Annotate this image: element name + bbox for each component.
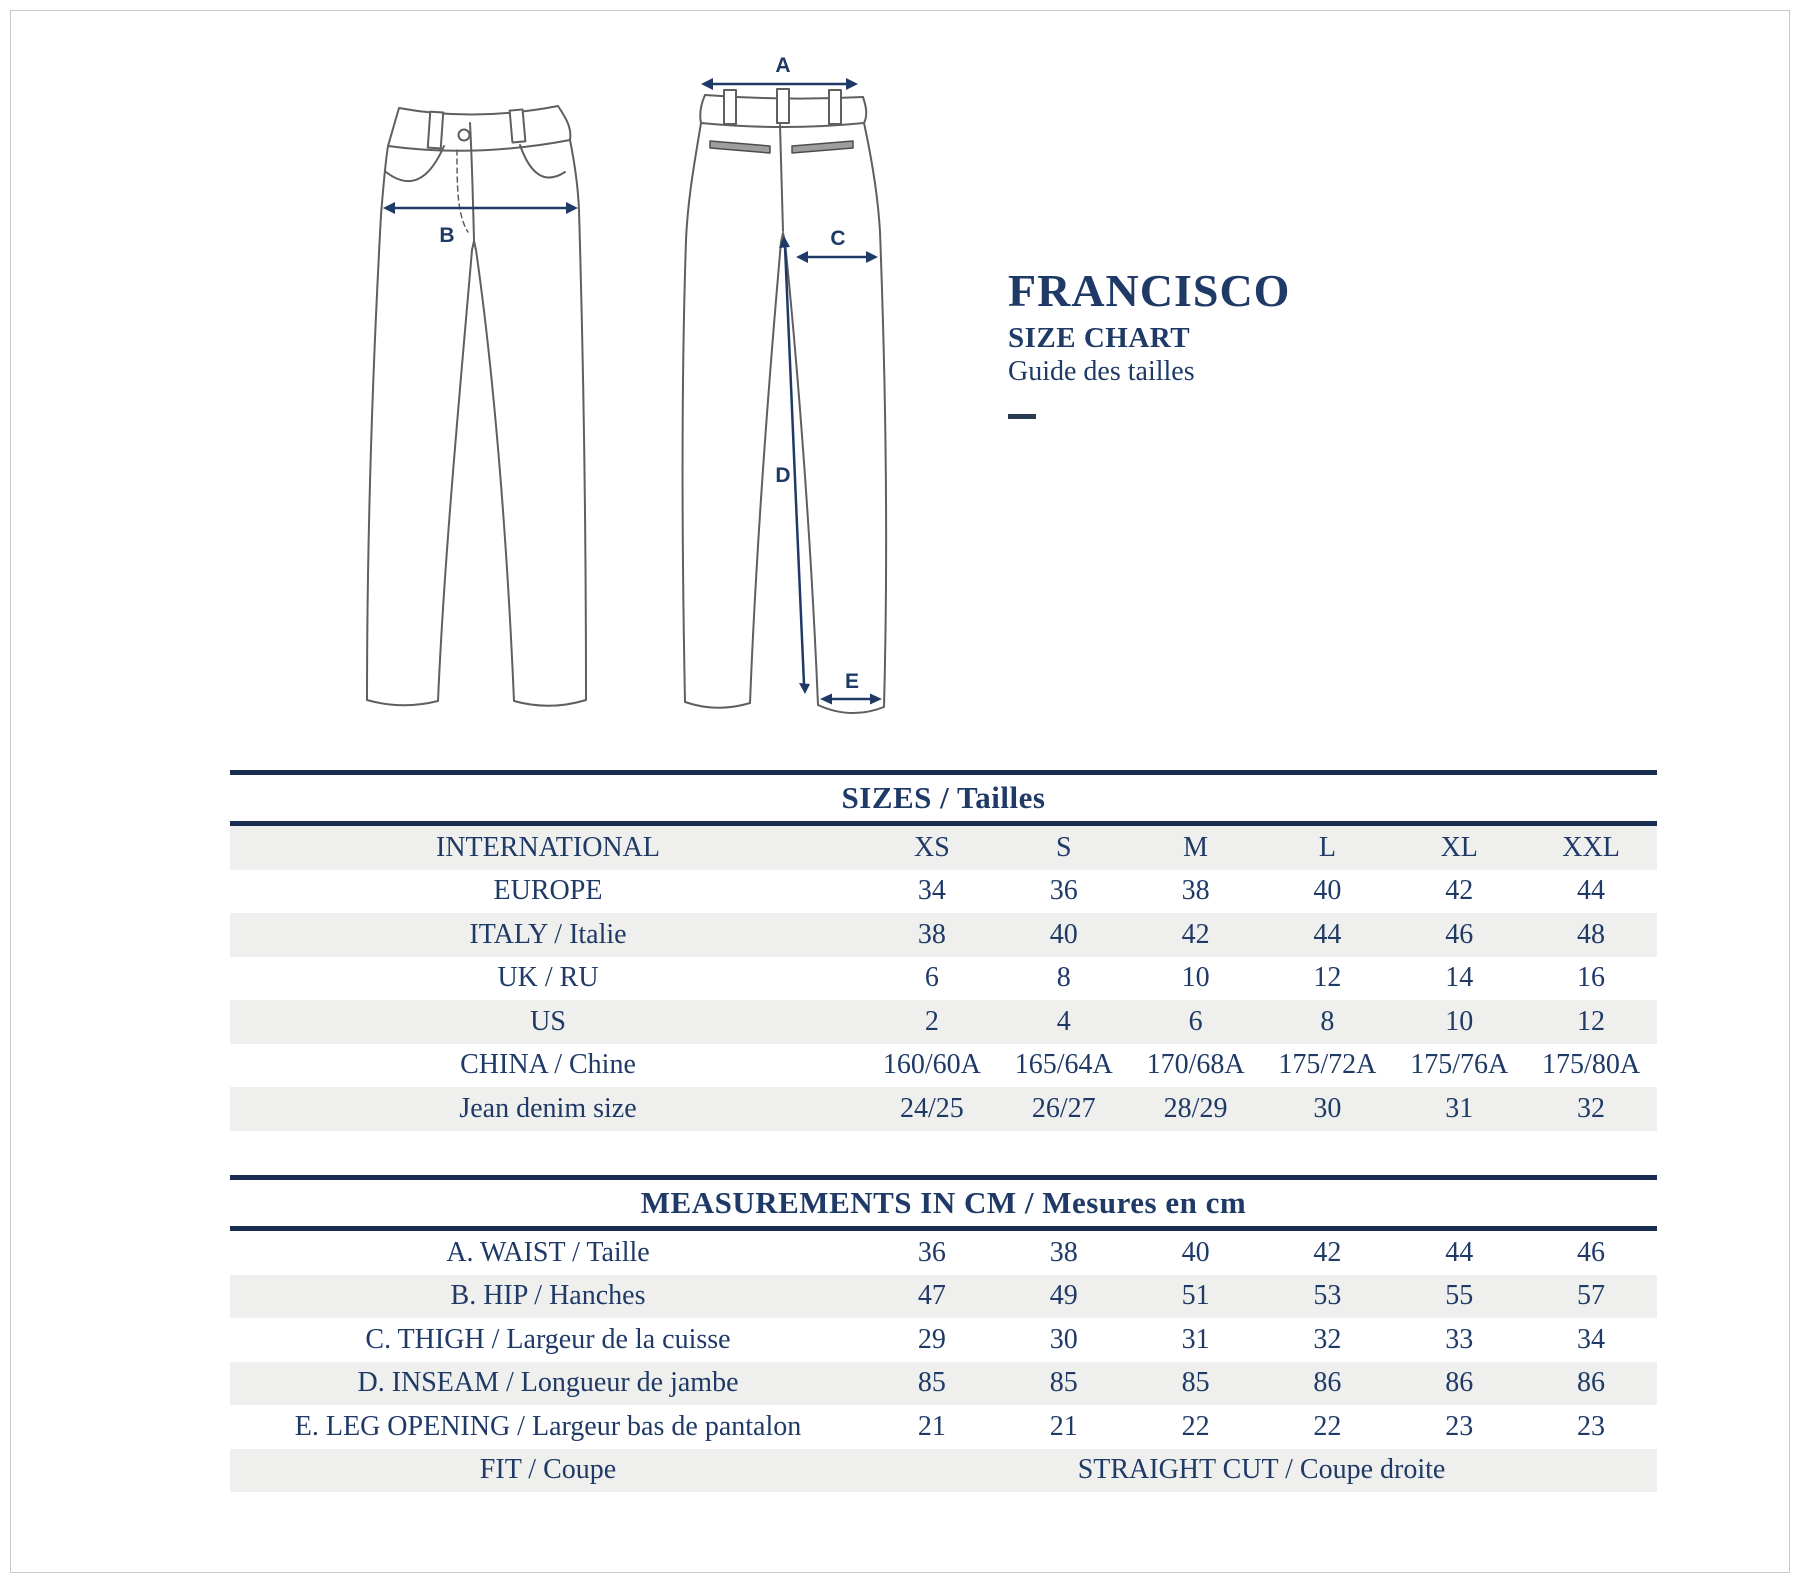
row-label: US	[530, 1005, 566, 1037]
size-value: 8	[1056, 962, 1071, 994]
measurement-value: 57	[1577, 1280, 1606, 1312]
measurement-value: 51	[1181, 1280, 1210, 1312]
sizes-table	[230, 770, 1657, 1131]
size-value: 6	[924, 962, 939, 994]
measurement-value: 47	[917, 1280, 946, 1312]
table-row-europe	[230, 870, 1657, 914]
size-value: 26/27	[1031, 1092, 1096, 1124]
size-value: 2	[924, 1005, 939, 1037]
fit-value: STRAIGHT CUT / Coupe droite	[1077, 1454, 1446, 1486]
measurement-value: 36	[917, 1236, 946, 1268]
measurement-value: 40	[1181, 1236, 1210, 1268]
size-value: XL	[1440, 831, 1478, 863]
size-value: 48	[1577, 918, 1606, 950]
size-value: 38	[917, 918, 946, 950]
diagram-label-e: E	[844, 670, 860, 693]
front-button	[459, 130, 470, 141]
measurement-value: 38	[1049, 1236, 1078, 1268]
size-value: XXL	[1562, 831, 1620, 863]
measurement-value: 53	[1313, 1280, 1342, 1312]
size-value: 38	[1181, 875, 1210, 907]
row-label: Jean denim size	[459, 1092, 637, 1124]
sizes-table-title: SIZES / Tailles	[230, 770, 1657, 826]
row-label: A. WAIST / Taille	[446, 1236, 650, 1268]
table-row-international	[230, 826, 1657, 870]
table-row-jean-denim	[230, 1087, 1657, 1131]
diagram-label-c: C	[830, 227, 846, 250]
size-value: 40	[1313, 875, 1342, 907]
size-value: 44	[1313, 918, 1342, 950]
measurements-table-title: MEASUREMENTS IN CM / Mesures en cm	[230, 1175, 1657, 1231]
table-row-us	[230, 1000, 1657, 1044]
size-value: XS	[914, 831, 950, 863]
size-value: 10	[1181, 962, 1210, 994]
measurement-value: 29	[917, 1323, 946, 1355]
measurement-value: 34	[1577, 1323, 1606, 1355]
row-label: D. INSEAM / Longueur de jambe	[357, 1367, 739, 1399]
measurement-value: 42	[1313, 1236, 1342, 1268]
measurement-value: 49	[1049, 1280, 1078, 1312]
table-row-waist	[230, 1231, 1657, 1275]
diagram-label-a: A	[775, 54, 791, 77]
size-value: L	[1318, 831, 1336, 863]
measurement-value: 55	[1445, 1280, 1474, 1312]
size-value: 34	[917, 875, 946, 907]
row-label: ITALY / Italie	[469, 918, 627, 950]
trousers-back-view	[683, 89, 887, 713]
measurement-value: 86	[1445, 1367, 1474, 1399]
measurement-value: 85	[1181, 1367, 1210, 1399]
measurement-value: 85	[917, 1367, 946, 1399]
measurement-value: 23	[1445, 1410, 1474, 1442]
trousers-front-view	[367, 106, 586, 706]
measurement-value: 30	[1049, 1323, 1078, 1355]
row-label: EUROPE	[493, 875, 603, 907]
row-label: C. THIGH / Largeur de la cuisse	[365, 1323, 731, 1355]
size-value: 160/60A	[882, 1049, 981, 1081]
table-row-fit	[230, 1449, 1657, 1493]
size-chart-subtitle-fr: Guide des tailles	[1008, 356, 1195, 387]
size-value: 12	[1313, 962, 1342, 994]
page-title: FRANCISCO	[1008, 265, 1291, 316]
measurements-table	[230, 1175, 1657, 1492]
measurement-value: 33	[1445, 1323, 1474, 1355]
size-value: 46	[1445, 918, 1474, 950]
diagram-label-d: D	[775, 464, 791, 487]
size-value: 40	[1049, 918, 1078, 950]
row-label: INTERNATIONAL	[436, 831, 660, 863]
size-chart-title: SIZE CHART	[1008, 322, 1191, 354]
size-value: 32	[1577, 1092, 1606, 1124]
measurement-value: 85	[1049, 1367, 1078, 1399]
measurement-value: 86	[1577, 1367, 1606, 1399]
row-label: E. LEG OPENING / Largeur bas de pantalon	[294, 1410, 802, 1442]
measurement-value: 23	[1577, 1410, 1606, 1442]
size-value: 175/72A	[1278, 1049, 1377, 1081]
row-label: FIT / Coupe	[479, 1454, 617, 1486]
measurement-value: 31	[1181, 1323, 1210, 1355]
size-value: 30	[1313, 1092, 1342, 1124]
table-row-hip	[230, 1275, 1657, 1319]
size-value: 31	[1445, 1092, 1474, 1124]
size-value: 175/76A	[1410, 1049, 1509, 1081]
size-value: 165/64A	[1014, 1049, 1113, 1081]
size-value: 36	[1049, 875, 1078, 907]
table-row-china	[230, 1044, 1657, 1088]
size-value: 44	[1577, 875, 1606, 907]
size-value: 6	[1188, 1005, 1203, 1037]
measurement-value: 22	[1313, 1410, 1342, 1442]
row-label: B. HIP / Hanches	[450, 1280, 646, 1312]
size-value: 10	[1445, 1005, 1474, 1037]
size-value: S	[1055, 831, 1072, 863]
table-row-uk	[230, 957, 1657, 1001]
diagram-label-b: B	[439, 224, 455, 247]
measurement-value: 32	[1313, 1323, 1342, 1355]
measurement-value: 22	[1181, 1410, 1210, 1442]
measurement-value: 46	[1577, 1236, 1606, 1268]
size-value: 8	[1320, 1005, 1335, 1037]
row-label: CHINA / Chine	[460, 1049, 636, 1081]
size-value: 16	[1577, 962, 1606, 994]
size-value: 28/29	[1163, 1092, 1228, 1124]
table-row-leg-opening	[230, 1405, 1657, 1449]
size-value: 175/80A	[1542, 1049, 1641, 1081]
size-value: 4	[1056, 1005, 1071, 1037]
size-value: 12	[1577, 1005, 1606, 1037]
measurement-value: 86	[1313, 1367, 1342, 1399]
table-row-thigh	[230, 1318, 1657, 1362]
size-value: 42	[1181, 918, 1210, 950]
table-row-italy	[230, 913, 1657, 957]
measurement-value: 44	[1445, 1236, 1474, 1268]
size-value: 14	[1445, 962, 1474, 994]
measurement-value: 21	[1049, 1410, 1078, 1442]
size-value: 42	[1445, 875, 1474, 907]
table-row-inseam	[230, 1362, 1657, 1406]
size-value: M	[1183, 831, 1209, 863]
size-value: 24/25	[900, 1092, 964, 1124]
measurement-value: 21	[917, 1410, 946, 1442]
row-label: UK / RU	[497, 962, 599, 994]
size-value: 170/68A	[1146, 1049, 1245, 1081]
